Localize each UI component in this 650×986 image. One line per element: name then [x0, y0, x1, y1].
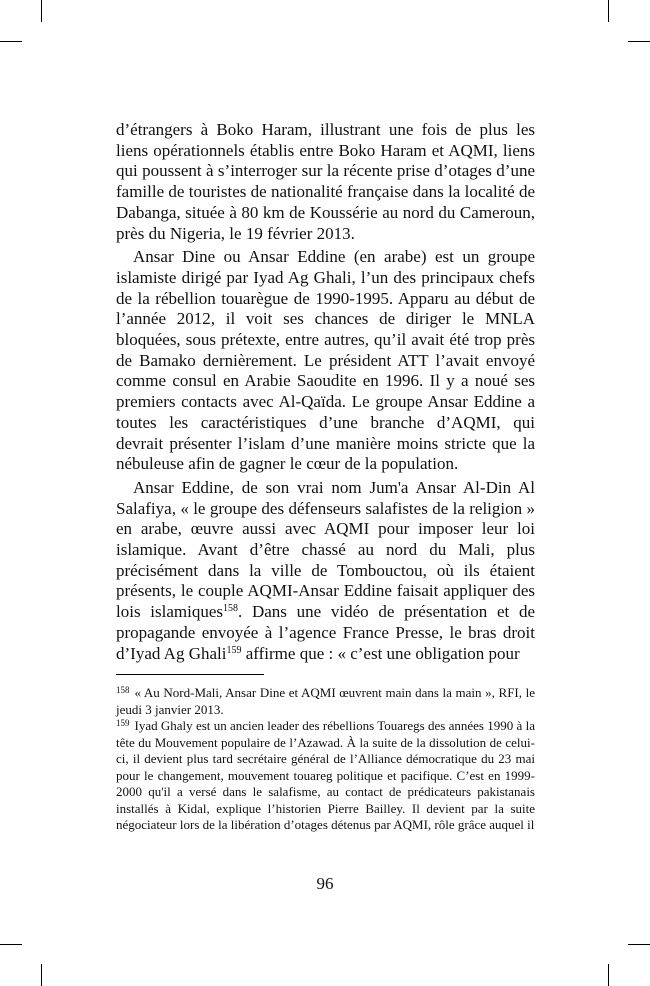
crop-mark-bottom-left-vertical	[41, 964, 42, 986]
footnote-text: « Au Nord-Mali, Ansar Dine et AQMI œuvrent main dans la main », RFI, le jeudi 3 janvier 2013.	[116, 685, 535, 717]
paragraph-3-part-1: Ansar Eddine, de son vrai nom Jum'a Ansar Al-Din Al Salafiya, « le groupe des défenseurs salafistes de la religion » en arabe, œuvre aussi avec AQMI pour imposer leur loi islamique. Avant d’être chassé au nord du Mali, plus précisément dans la ville de Tombouctou, où ils étaient présents, le couple AQMI-Ansar Eddine faisait appliquer des lois islamiques	[116, 477, 535, 622]
footnote-separator	[116, 674, 264, 675]
paragraph-3-part-2: . Dans une vidéo de présentation et de propagande envoyée à l’agence France Presse, le bras droit d’Iyad Ag Ghali	[116, 602, 535, 663]
footnote-number: 158	[116, 685, 130, 696]
crop-mark-bottom-right-horizontal	[628, 944, 650, 945]
page-body	[116, 120, 535, 834]
crop-mark-top-left-vertical	[41, 0, 42, 22]
crop-mark-top-right-vertical	[608, 0, 609, 22]
paragraph-2: Ansar Dine ou Ansar Eddine (en arabe) est un groupe islamiste dirigé par Iyad Ag Ghali, l’un des principaux chefs de la rébellion touarègue de 1990-1995. Apparu au début de l’année 2012, il voit ses chances de diriger le MNLA bloquées, sous prétexte, entre autres, qu’il avait été trop près de Bamako dernièrement. Le président ATT l’avait envoyé comme consul en Arabie Saoudite en 1996. Il y a noué ses premiers contacts avec Al-Qaïda. Le groupe Ansar Eddine a toutes les caractéristiques d’une branche d’AQMI, qui devrait présenter l’islam d’une manière moins stricte que la nébuleuse afin de gagner le cœur de la population.	[116, 247, 535, 474]
paragraph-3	[116, 478, 535, 664]
footnote-158	[116, 685, 535, 718]
paragraph-3-part-3: affirme que : « c’est une obligation pour	[241, 643, 520, 663]
footnote-159	[116, 718, 535, 834]
footnote-text: Iyad Ghaly est un ancien leader des rébellions Touaregs des années 1990 à la tête du Mouvement populaire de l’Azawad. À la suite de la dissolution de celui-ci, il devient plus tard secrétaire général de l’Alliance démocratique du 23 mai pour le changement, mouvement touareg politique et pacifique. C’est en 1999-2000 qu'il a versé dans le salafisme, au contact de prédicateurs pakistanais installés à Kidal, explique l’historien Pierre Bailley. Il devient par la suite négociateur lors de la libération d’otages détenus par AQMI, rôle grâce auquel il	[116, 718, 535, 833]
paragraph-1: d’étrangers à Boko Haram, illustrant une fois de plus les liens opérationnels établis entre Boko Haram et AQMI, liens qui poussent à s’interroger sur la récente prise d’otages d’une famille de touristes de nationalité française dans la localité de Dabanga, située à 80 km de Koussérie au nord du Cameroun, près du Nigeria, le 19 février 2013.	[116, 120, 535, 243]
footnote-ref-159[interactable]: 159	[226, 644, 242, 656]
crop-mark-bottom-left-horizontal	[0, 944, 22, 945]
page-number: 96	[316, 874, 334, 893]
crop-mark-top-right-horizontal	[628, 41, 650, 42]
crop-mark-bottom-right-vertical	[608, 964, 609, 986]
crop-mark-top-left-horizontal	[0, 41, 22, 42]
footnote-number: 159	[116, 718, 130, 729]
footnote-ref-158[interactable]: 158	[223, 603, 238, 615]
